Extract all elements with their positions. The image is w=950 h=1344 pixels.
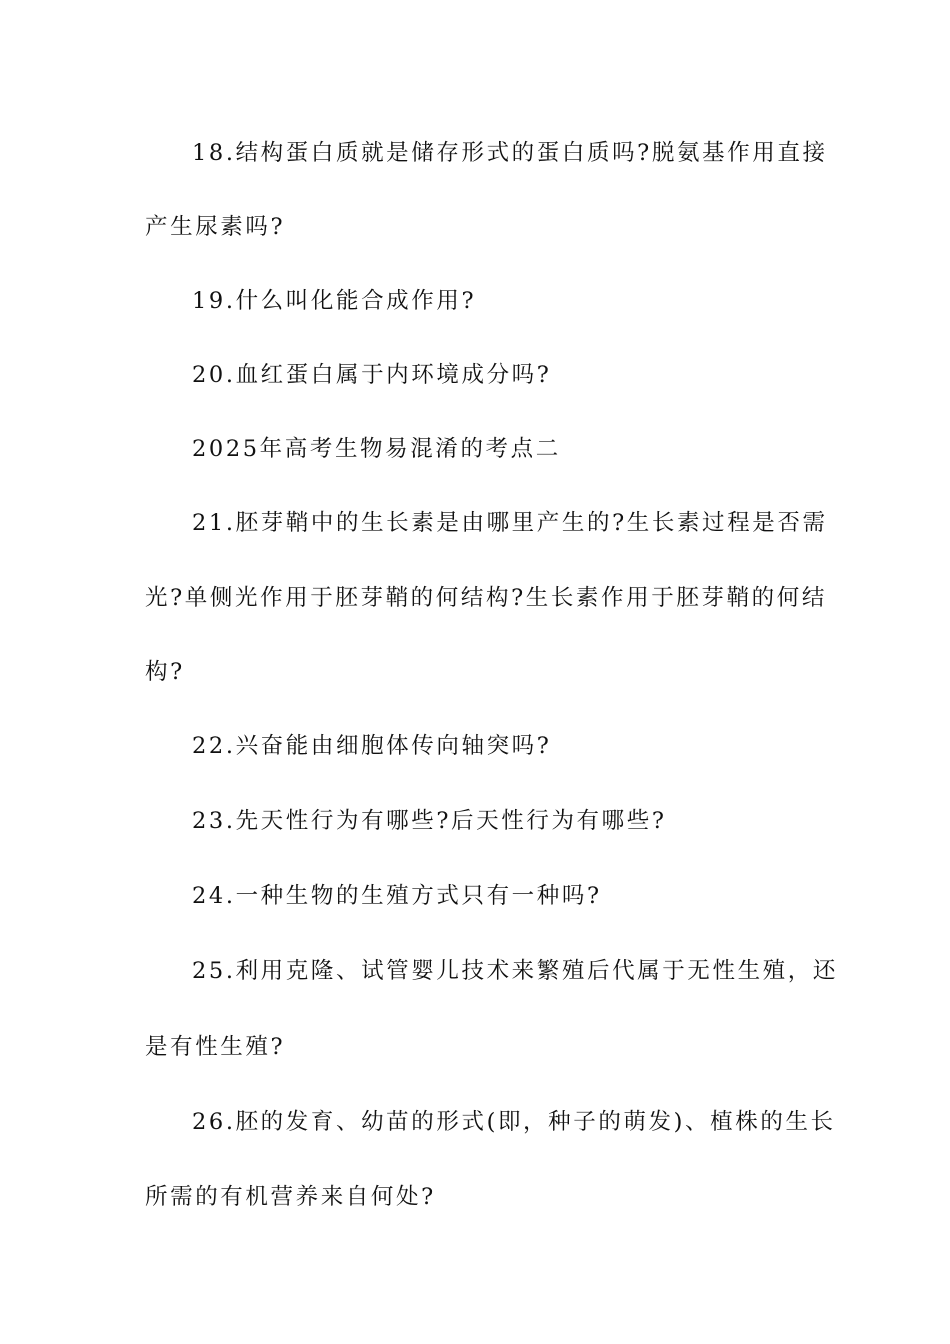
section-heading: 2025年高考生物易混淆的考点二 [192, 436, 561, 462]
question-23: 23.先天性行为有哪些?后天性行为有哪些? [192, 808, 667, 834]
question-24: 24.一种生物的生殖方式只有一种吗? [192, 883, 602, 909]
question-22: 22.兴奋能由细胞体传向轴突吗? [192, 733, 552, 759]
question-25-line-2: 是有性生殖? [145, 1034, 286, 1060]
question-18-line-1: 18.结构蛋白质就是储存形式的蛋白质吗?脱氨基作用直接 [192, 140, 828, 166]
question-25-line-1: 25.利用克隆、试管婴儿技术来繁殖后代属于无性生殖，还 [192, 958, 838, 984]
question-21-line-2: 光?单侧光作用于胚芽鞘的何结构?生长素作用于胚芽鞘的何结 [145, 585, 827, 611]
question-26-line-2: 所需的有机营养来自何处? [145, 1184, 436, 1210]
question-19: 19.什么叫化能合成作用? [192, 288, 477, 314]
question-20: 20.血红蛋白属于内环境成分吗? [192, 362, 552, 388]
question-21-line-1: 21.胚芽鞘中的生长素是由哪里产生的?生长素过程是否需 [192, 510, 828, 536]
question-21-line-3: 构? [145, 659, 185, 685]
question-18-line-2: 产生尿素吗? [145, 214, 286, 240]
question-26-line-1: 26.胚的发育、幼苗的形式(即，种子的萌发)、植株的生长 [192, 1109, 836, 1135]
